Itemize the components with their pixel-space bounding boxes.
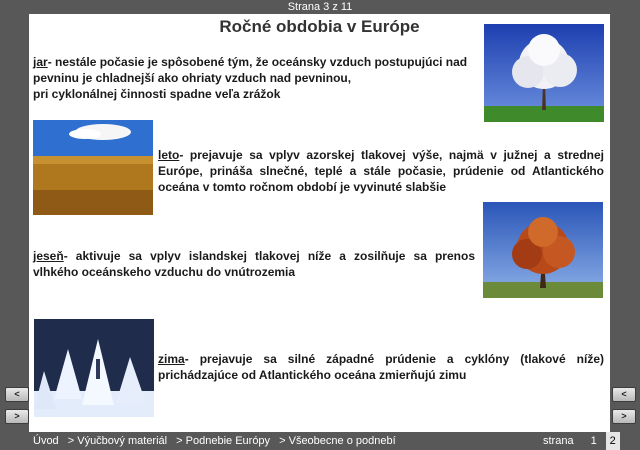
footer-bar — [0, 432, 640, 450]
summer-field-image — [33, 120, 153, 215]
term-summer: leto — [158, 148, 180, 162]
breadcrumb — [33, 432, 402, 450]
term-spring: jar — [33, 55, 48, 69]
autumn-paragraph — [33, 248, 475, 280]
page-indicator: Strana 3 z 11 — [287, 1, 353, 13]
spring-tree-image — [484, 24, 604, 122]
slide-content — [29, 14, 610, 432]
prev-button-right[interactable]: < — [612, 387, 636, 402]
spring-text-2: pri cyklonálnej činnosti spadne veľa zrážok — [33, 87, 281, 101]
spring-text: - nestále počasie je spôsobené tým, že oceánsky vzduch postupujúci nad pevninu je chladnejší ako ohriaty vzduch nad pevninou, — [33, 55, 468, 85]
page-1-link[interactable]: 1 — [590, 435, 597, 447]
term-autumn: jeseň — [33, 249, 64, 263]
breadcrumb-climate-europe[interactable]: > Podnebie Európy — [176, 435, 271, 447]
slide-title: Ročné obdobia v Európe — [219, 17, 420, 36]
spring-paragraph — [33, 54, 478, 102]
summer-paragraph — [158, 147, 604, 195]
summer-text: - prejavuje sa vplyv azorskej tlakovej výše, najmä v južnej a strednej Európe, prináša slnečné, teplé a stále počasie, prúdenie od Atlantického oceána v tomto ročnom období je vyvinuté slabšie — [158, 148, 604, 194]
breadcrumb-climate-general[interactable]: > Všeobecne o podnebí — [279, 435, 396, 447]
prev-button-left[interactable]: < — [5, 387, 29, 402]
autumn-tree-image — [483, 202, 603, 298]
winter-text: - prejavuje sa silné západné prúdenie a cyklóny (tlakové níže) prichádzajúce od Atlantického oceána zmierňujú zimu — [158, 352, 604, 382]
next-button-right[interactable]: > — [612, 409, 636, 424]
autumn-text: - aktivuje sa vplyv islandskej tlakovej níže a zosilňuje sa prenos vlhkého oceánskeho vzduchu do vnútrozemia — [33, 249, 475, 279]
page-2-link[interactable]: 2 — [606, 432, 620, 450]
next-button-left[interactable]: > — [5, 409, 29, 424]
pager — [543, 432, 620, 450]
winter-paragraph — [158, 351, 604, 383]
breadcrumb-study-material[interactable]: > Výučbový materiál — [67, 435, 168, 447]
term-winter: zima — [158, 352, 185, 366]
pager-label: strana — [543, 435, 574, 447]
breadcrumb-home[interactable]: Úvod — [33, 435, 59, 447]
winter-forest-image — [34, 319, 154, 417]
